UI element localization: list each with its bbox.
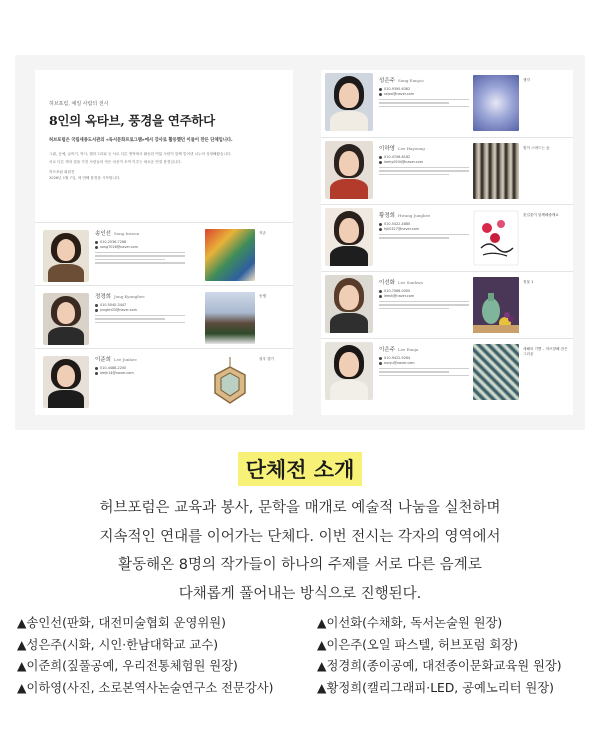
phone-icon	[379, 156, 382, 159]
artwork-image	[473, 344, 519, 400]
artist-phone: 010-2036-7266	[100, 240, 127, 244]
artwork-image	[205, 292, 255, 344]
intro-lead: 허브포럼은 국립세종도서관의 «독서문화프로그램»에서 강사로 활동했던 이들이 만든 단체입니다.	[49, 138, 233, 143]
brochure-spread	[15, 55, 585, 430]
intro-body	[49, 151, 283, 165]
artist-email: sejoo@naver.com	[384, 92, 415, 96]
bio-line	[379, 102, 449, 103]
intro-body-paragraph: 서로 다른 색과 결을 가진 사람들의 작은 마음이 모여 이루는 새로운 연결 풍경입니다.	[49, 160, 182, 164]
artist-info	[379, 211, 479, 239]
artist-card-lee-sunhwa	[321, 271, 573, 338]
phone-icon	[379, 88, 382, 91]
artist-portrait	[325, 342, 373, 400]
artwork-image	[205, 229, 255, 281]
calligraphy-artwork-icon	[473, 210, 519, 266]
artwork-title: 청우 향기	[259, 357, 275, 361]
artist-card-hwang-junghee	[321, 204, 573, 271]
artist-phone: 010-4488-2200	[100, 366, 127, 370]
bio-line	[379, 99, 469, 100]
phone-icon	[95, 241, 98, 244]
artist-name: 이선화	[379, 280, 395, 286]
artist-card-lee-hayoung	[321, 137, 573, 204]
artist-info	[95, 229, 195, 264]
artist-email: leehy0504@naver.com	[384, 160, 424, 164]
paragraph-line: 활동해온 8명의 작가들이 하나의 주제를 서로 다른 음계로	[118, 557, 482, 573]
email-icon	[95, 372, 98, 375]
artwork-image	[473, 75, 519, 131]
artwork-title: 자존	[259, 231, 266, 235]
artist-card-sung-eunjoo	[321, 70, 573, 137]
bio-line	[379, 375, 469, 376]
artist-info	[379, 278, 479, 309]
artist-email: hjh0327@naver.com	[384, 227, 419, 231]
artist-card-jung-kyunghee	[35, 285, 293, 348]
artist-name-en: Lee Hayoung	[397, 146, 425, 151]
artist-portrait	[43, 230, 89, 282]
artwork-image	[473, 143, 519, 199]
artist-phone: 010-5040-3447	[100, 303, 127, 307]
artist-info	[379, 345, 479, 376]
bio-line	[379, 301, 469, 302]
paragraph-line: 다채롭게 풀어내는 방식으로 진행된다.	[178, 585, 422, 602]
member-item: ▲정경희(종이공예, 대전종이문화교육원 원장)	[317, 659, 562, 673]
section-heading: 단체전 소개	[238, 452, 363, 486]
bio-line	[379, 174, 449, 175]
email-icon	[379, 362, 382, 365]
brochure-left-page	[35, 70, 293, 415]
bio-line	[379, 106, 469, 107]
bio-line	[379, 167, 469, 168]
artist-portrait	[325, 141, 373, 199]
artist-phone: 010-4706-8182	[384, 155, 411, 159]
artist-card-lee-eunju	[321, 338, 573, 405]
artist-card-song-inseon	[35, 222, 293, 285]
artist-info	[95, 355, 195, 376]
brochure-right-page	[321, 70, 573, 415]
artwork-image	[473, 210, 519, 266]
artist-card-lee-junhee	[35, 348, 293, 411]
bio-line	[95, 322, 185, 323]
artist-name-en: Lee Junhee	[113, 357, 137, 362]
intro-meta-line: 허브포럼 회원전	[49, 170, 75, 174]
member-item: ▲이은주(오일 파스텔, 허브포럼 회장)	[317, 637, 518, 652]
phone-icon	[379, 290, 382, 293]
artist-info	[95, 292, 195, 323]
email-icon	[379, 228, 382, 231]
intro-body-paragraph: 그림, 공예, 글씨기, 역사, 캘리그라피 등 서로 다른 영역에서 활동한 여덟 사람이 함께 빚어낸 나누어 성장해왔습니다.	[49, 152, 232, 156]
bio-line	[379, 170, 469, 171]
intro-meta	[49, 169, 283, 181]
paragraph-line: 지속적인 연대를 이어가는 단체다. 이번 전시는 각자의 영역에서	[99, 528, 501, 545]
artist-name-en: Jung Kyunghee	[113, 294, 145, 299]
bio-line	[379, 308, 449, 309]
email-icon	[379, 161, 382, 164]
artist-name: 이준희	[95, 357, 111, 363]
artist-name-en: Lee Sunhwa	[397, 280, 423, 285]
artist-phone: 010-5422-4880	[384, 222, 411, 226]
artist-name: 이하영	[379, 146, 395, 152]
bio-line	[379, 368, 469, 369]
artist-phone: 010-9422-9264	[384, 356, 411, 360]
bio-line	[95, 255, 185, 256]
member-item: ▲이하영(사진, 소로본역사논술연구소 전문강사)	[17, 680, 274, 695]
artist-name: 성은주	[379, 78, 395, 84]
intro-kicker: 허브포럼, 예일 사람의 전시	[49, 101, 109, 107]
artist-email: eunju@naver.com	[384, 361, 415, 365]
artwork-title: 동행	[259, 294, 266, 298]
artist-name-en: Hwang Junghee	[397, 213, 431, 218]
bio-line	[95, 318, 165, 319]
bio-line	[379, 237, 449, 238]
member-column-right	[317, 613, 562, 699]
email-icon	[379, 295, 382, 298]
intro-block	[35, 70, 293, 222]
artist-email: song7026@naver.com	[100, 245, 138, 249]
bio-line	[379, 304, 469, 305]
artist-name: 송인선	[95, 231, 111, 237]
artist-info	[379, 76, 479, 107]
artist-portrait	[43, 293, 89, 345]
artist-phone: 010-9390-6362	[384, 87, 411, 91]
phone-icon	[95, 367, 98, 370]
artist-email: leejh14@naver.com	[100, 371, 134, 375]
member-item: ▲황정희(캘리그래피·LED, 공예노리터 원장)	[317, 680, 554, 695]
member-column-left	[17, 613, 273, 699]
email-icon	[95, 309, 98, 312]
artist-name-en: Song Inseon	[113, 231, 140, 236]
bio-line	[95, 259, 165, 260]
artist-name-en: Sung Eunjoo	[397, 78, 424, 83]
email-icon	[95, 246, 98, 249]
artwork-title: 생각	[523, 78, 530, 82]
artwork-title: 새해의 기쁨 – 허브향해 찬은 그리움	[523, 347, 568, 356]
member-item: ▲이준희(짚풀공예, 우리전통체험원 원장)	[17, 659, 238, 673]
artist-name-en: Lee Eunju	[397, 347, 419, 352]
phone-icon	[95, 304, 98, 307]
member-item: ▲송인선(판화, 대전미술협회 운영위원)	[17, 616, 226, 630]
artist-name: 황정희	[379, 213, 395, 219]
artist-portrait	[325, 275, 373, 333]
artist-email: leesh@naver.com	[384, 294, 415, 298]
member-item: ▲성은주(시화, 시인·한남대학교 교수)	[17, 637, 218, 652]
intro-title: 8인의 옥타브, 풍경을 연주하다	[49, 113, 215, 128]
artwork-title: 꽃길꽃이 함께해줄께요	[523, 213, 559, 217]
intro-paragraph	[0, 494, 600, 608]
artist-name: 정경희	[95, 294, 111, 300]
bio-line	[379, 371, 449, 372]
phone-icon	[379, 223, 382, 226]
artwork-title: 빛이 스며드는 숲	[523, 146, 550, 150]
straw-craft-ornament-icon	[205, 355, 255, 407]
artist-info	[379, 144, 479, 175]
email-icon	[379, 93, 382, 96]
artwork-title: 정물 1	[523, 280, 534, 284]
bio-line	[95, 262, 185, 263]
bio-line	[95, 315, 185, 316]
artist-portrait	[325, 208, 373, 266]
bio-line	[95, 252, 185, 253]
phone-icon	[379, 357, 382, 360]
still-life-vase-icon	[473, 277, 519, 333]
artist-name: 이은주	[379, 347, 395, 353]
artwork-image	[205, 355, 255, 407]
bio-line	[379, 234, 469, 235]
artist-email: jungkh03@naver.com	[100, 308, 137, 312]
member-item: ▲이선화(수채화, 독서논술원 원장)	[317, 616, 503, 630]
artist-portrait	[325, 73, 373, 131]
artist-portrait	[43, 356, 89, 408]
intro-meta-line: 2026년 1월 7일, 세 번째 풍경을 시작합니다.	[49, 176, 121, 180]
artist-phone: 010-7066-0000	[384, 289, 411, 293]
paragraph-line: 허브포럼은 교육과 봉사, 문학을 매개로 예술적 나눔을 실천하며	[99, 500, 501, 516]
artwork-image	[473, 277, 519, 333]
